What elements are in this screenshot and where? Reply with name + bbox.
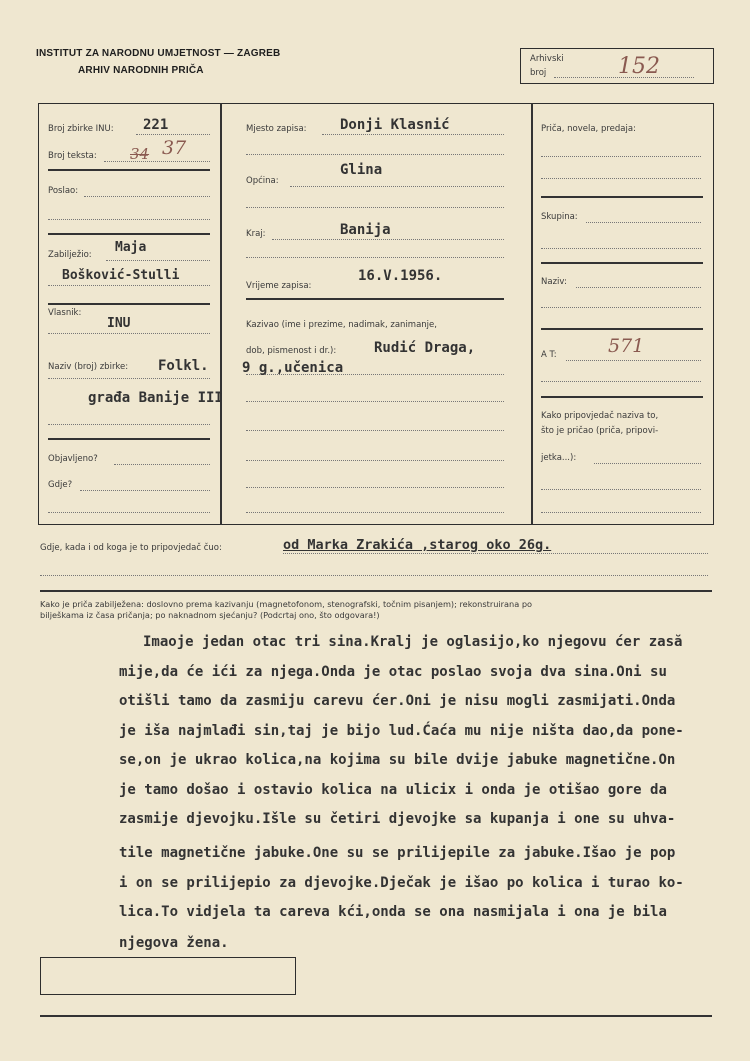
region-label: Kraj: bbox=[246, 229, 266, 239]
story-line-6: je tamo došao i ostavio kolica na ulicix i onda je otišao gore da bbox=[119, 782, 667, 798]
narrator-term-label-3: jetka...): bbox=[541, 453, 577, 463]
bottom-rule bbox=[40, 1015, 712, 1017]
municipality-value: Glina bbox=[340, 162, 383, 178]
text-number-value: 37 bbox=[162, 137, 187, 159]
archive-number-label-1: Arhivski bbox=[530, 54, 564, 64]
text-number-label: Broj teksta: bbox=[48, 151, 97, 161]
story-line-4: je išа najmlađi sin,taj je bijo lud.Ćaća mu nije ništa dao,da pone- bbox=[119, 723, 684, 739]
genre-label: Priča, novela, predaja: bbox=[541, 124, 636, 134]
at-value: 571 bbox=[608, 335, 645, 357]
place-value: Donji Klasnić bbox=[340, 117, 450, 133]
story-line-9: i on se prilijepio za djevojke.Dječak je išao po kolica i turao ko- bbox=[119, 875, 684, 891]
narrator-value-2: 9 g.,učenica bbox=[242, 360, 344, 376]
narrator-value-1: Rudić Draga, bbox=[374, 340, 476, 356]
recorder-last-name: Bošković-Stulli bbox=[62, 268, 180, 283]
recording-date-value: 16.V.1956. bbox=[358, 268, 443, 284]
recording-date-label: Vrijeme zapisa: bbox=[246, 281, 312, 291]
footer-box bbox=[40, 957, 296, 995]
region-value: Banija bbox=[340, 222, 391, 238]
title-label: Naziv: bbox=[541, 277, 567, 287]
archive-number-label-2: broj bbox=[530, 68, 547, 78]
municipality-label: Općina: bbox=[246, 176, 279, 186]
owner-value: INU bbox=[107, 316, 131, 331]
at-label: A T: bbox=[541, 350, 557, 360]
story-line-8: tile magnetične jabuke.One su se prilijepile za jabuke.Išao je pop bbox=[119, 845, 676, 861]
method-line-2: bilješkama iz časa pričanja; po naknadnom sjećanju? (Podcrtaj ono, što odgovara!) bbox=[40, 610, 380, 620]
collection-number-value: 221 bbox=[143, 117, 169, 133]
story-line-10: lica.To vidjela ta careva kći,onda se ona nasmijala i ona je bila bbox=[119, 904, 667, 920]
published-label: Objavljeno? bbox=[48, 454, 98, 464]
collection-name-2: građa Banije III bbox=[88, 390, 223, 406]
archive-name: ARHIV NARODNIH PRIČA bbox=[78, 65, 204, 76]
institute-name: INSTITUT ZA NARODNU UMJETNOST — ZAGREB bbox=[36, 48, 281, 59]
recorder-first-name: Maja bbox=[115, 240, 147, 255]
where-published-label: Gdje? bbox=[48, 480, 73, 490]
narrator-label-2: dob, pismenost i dr.): bbox=[246, 346, 337, 356]
narrator-label-1: Kazivao (ime i prezime, nadimak, zanimanje, bbox=[246, 320, 437, 330]
source-value: od Marka Zrakića ,starog oko 26g. bbox=[283, 537, 552, 553]
collection-number-label: Broj zbirke INU: bbox=[48, 124, 114, 134]
recorded-by-label: Zabilježio: bbox=[48, 250, 92, 260]
story-line-3: otišli tamo da zasmiju carevu ćer.Oni je nisu mogli zasmijati.Onda bbox=[119, 693, 676, 709]
text-number-struck: 34 bbox=[130, 145, 150, 163]
collection-name-label: Naziv (broj) zbirke: bbox=[48, 362, 129, 372]
archive-number-value: 152 bbox=[618, 54, 660, 79]
narrator-term-label-2: što je pričao (priča, pripovi- bbox=[541, 426, 659, 436]
place-label: Mjesto zapisa: bbox=[246, 124, 307, 134]
section-rule bbox=[40, 590, 712, 592]
story-line-1: Imaoje jedan otac tri sina.Kralj je oglasijo,ko njegovu ćer zasă bbox=[143, 634, 683, 650]
story-line-11: njegova žena. bbox=[119, 935, 229, 951]
narrator-term-label-1: Kako pripovjedač naziva to, bbox=[541, 411, 659, 421]
owner-label: Vlasnik: bbox=[48, 308, 82, 318]
collection-name-1: Folkl. bbox=[158, 358, 209, 374]
method-line-1: Kako je priča zabilježena: doslovno prema kazivanju (magnetofonom, stenografski, točnim pisanjem); rekonstruirana po bbox=[40, 599, 533, 609]
story-line-2: mije,da će ići za njega.Onda je otac poslao svoja dva sina.Oni su bbox=[119, 664, 667, 680]
story-line-7: zasmije djevojku.Išle su četiri djevojke sa kupanja i one su uhva- bbox=[119, 811, 676, 827]
source-label: Gdje, kada i od koga je to pripovjedač čuo: bbox=[40, 543, 222, 553]
story-line-5: se,on je ukrao kolica,na kojima su bile dvije jabuke magnetične.On bbox=[119, 752, 676, 768]
column-divider-2 bbox=[531, 103, 533, 525]
sent-by-label: Poslao: bbox=[48, 186, 79, 196]
column-divider-1 bbox=[220, 103, 222, 525]
group-label: Skupina: bbox=[541, 212, 578, 222]
